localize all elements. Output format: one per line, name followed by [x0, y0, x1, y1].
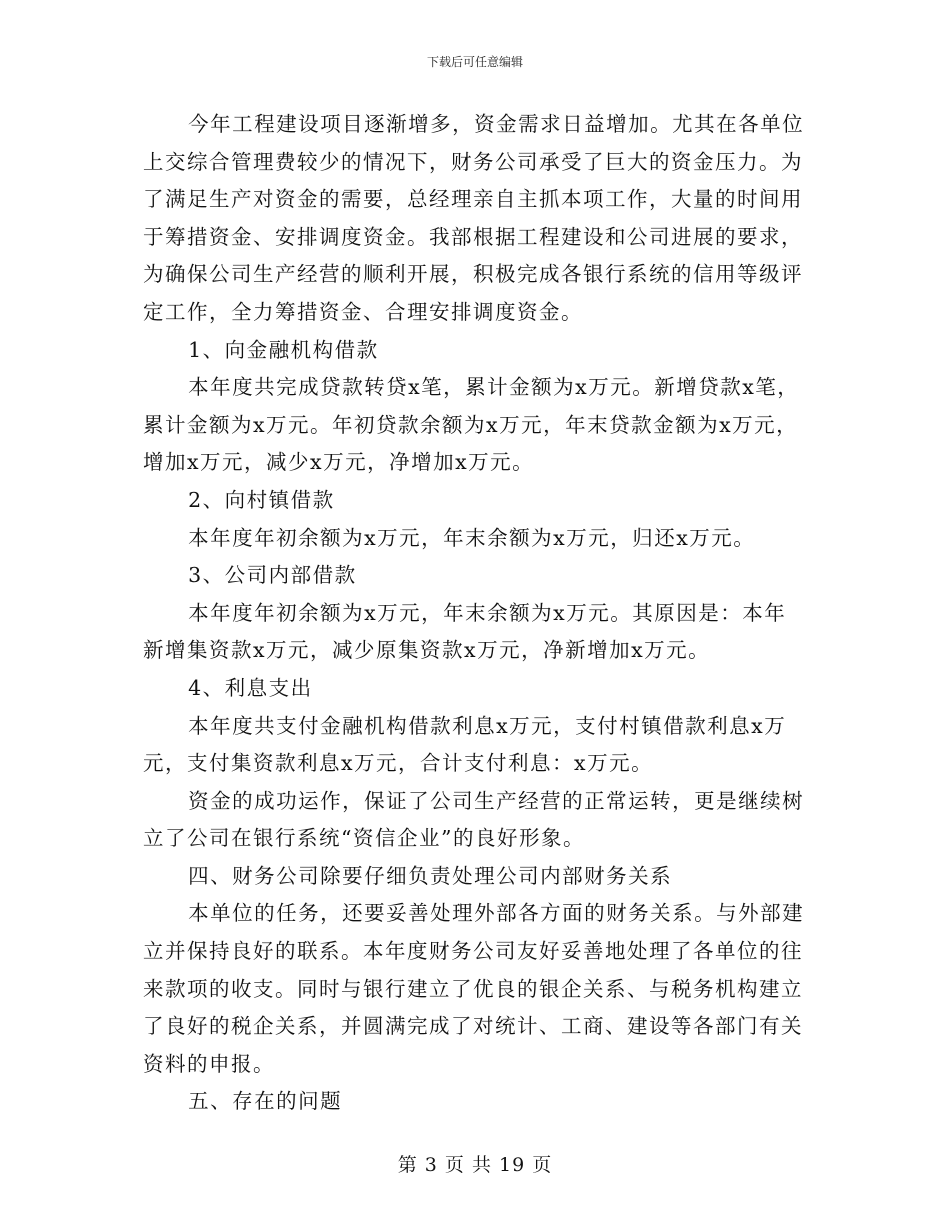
- heading-section-four: 四、财务公司除要仔细负责处理公司内部财务关系: [188, 863, 673, 888]
- paragraph-financial-institution-loans: 本年度共完成贷款转贷x笔，累计金额为x万元。新增贷款x笔，累计金额为x万元。年初贷款余额为x万元，年末贷款金额为x万元，增加x万元，减少x万元，净增加x万元。: [143, 375, 800, 475]
- paragraph-interest-expense: 本年度共支付金融机构借款利息x万元，支付村镇借款利息x万元，支付集资款利息x万元，合计支付利息：x万元。: [143, 713, 787, 776]
- document-body: [143, 106, 807, 1121]
- page-number: 第 3 页 共 19 页: [397, 1154, 553, 1176]
- heading-interest-expense: 4、利息支出: [188, 675, 313, 700]
- heading-financial-institution-loans: 1、向金融机构借款: [188, 337, 379, 362]
- heading-village-loans: 2、向村镇借款: [188, 487, 335, 512]
- paragraph-external-relations: 本单位的任务，还要妥善处理外部各方面的财务关系。与外部建立并保持良好的联系。本年度财务公司友好妥善地处理了各单位的往来款项的收支。同时与银行建立了优良的银企关系、与税务机构建立了良好的税企关系，并圆满完成了对统计、工商、建设等各部门有关资料的申报。: [143, 901, 805, 1076]
- paragraph-village-loans: 本年度年初余额为x万元，年末余额为x万元，归还x万元。: [188, 525, 756, 550]
- paragraph-internal-loans: 本年度年初余额为x万元，年末余额为x万元。其原因是：本年新增集资款x万元，减少原集资款x万元，净新增加x万元。: [143, 600, 787, 663]
- paragraph-funding-result: 资金的成功运作，保证了公司生产经营的正常运转，更是继续树立了公司在银行系统“资信企业”的良好形象。: [143, 788, 805, 851]
- heading-section-five: 五、存在的问题: [188, 1089, 343, 1114]
- paragraph-funding-overview: 今年工程建设项目逐渐增多，资金需求日益增加。尤其在各单位上交综合管理费较少的情况下，财务公司承受了巨大的资金压力。为了满足生产对资金的需要，总经理亲自主抓本项工作，大量的时间用于筹措资金、安排调度资金。我部根据工程建设和公司进展的要求，为确保公司生产经营的顺利开展，积极完成各银行系统的信用等级评定工作，全力筹措资金、合理安排调度资金。: [143, 112, 805, 324]
- page-header: 下载后可任意编辑: [426, 55, 523, 69]
- heading-internal-loans: 3、公司内部借款: [188, 563, 357, 588]
